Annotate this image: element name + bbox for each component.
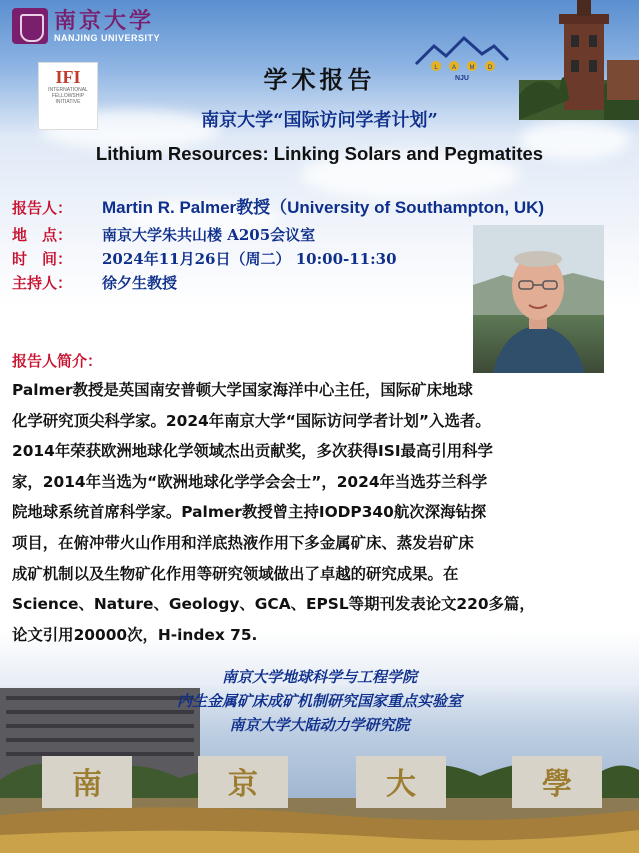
- bio-line: 项目，在俯冲带火山作用和洋底热液作用下多金属矿床、蒸发岩矿床: [12, 533, 474, 552]
- bio-line: 2014年荣获欧洲地球化学领域杰出贡献奖，多次获得ISI最高引用科学: [12, 442, 493, 461]
- english-title: Lithium Resources: Linking Solars and Pegmatites: [95, 143, 544, 164]
- ifi-text: INTERNATIONAL FELLOWSHIP INITIATIVE: [48, 87, 88, 105]
- time-label: 时 间：: [12, 250, 73, 268]
- bio-heading: 报告人简介：: [12, 352, 103, 370]
- bio-line: 院地球系统首席科学家。Palmer教授曾主持IODP340航次深海钻探: [12, 503, 487, 522]
- time-row: [12, 248, 397, 269]
- stone-char: 學: [542, 767, 572, 802]
- bio-line: 家，2014年当选为“欧洲地球化学学会会士”，2024年当选芬兰科学: [12, 472, 488, 491]
- lamd-letter: A: [451, 65, 457, 71]
- bio-line: 论文引用20000次，H-index 75.: [12, 625, 258, 644]
- subtitle: 南京大学“国际访问学者计划”: [201, 110, 438, 131]
- organizer-line: 南京大学地球科学与工程学院: [221, 668, 417, 686]
- stone-char: 京: [228, 767, 258, 802]
- speaker-photo: [473, 225, 604, 373]
- speaker-value: Martin R. Palmer教授（University of Southampton, UK): [102, 198, 545, 217]
- time-value: 2024年11月26日（周二） 10:00-11:30: [102, 250, 397, 268]
- lamd-letter: M: [469, 65, 475, 71]
- university-name-cn: 南京大学: [54, 8, 155, 34]
- lamd-letter: L: [434, 65, 438, 71]
- stone-char: 南: [72, 767, 102, 802]
- organizer-line: 南京大学大陆动力学研究院: [229, 716, 410, 734]
- page-title: 学术报告: [263, 65, 376, 94]
- location-value: 南京大学朱共山楼 A205会议室: [102, 226, 316, 244]
- bio-text: [12, 375, 632, 650]
- lamd-sub: NJU: [454, 75, 470, 82]
- location-label: 地 点：: [12, 226, 73, 244]
- location-row: [12, 224, 315, 245]
- bio-line: 成矿机制以及生物矿化作用等研究领域做出了卓越的研究成果。在: [12, 564, 459, 583]
- lamd-letter: D: [487, 65, 493, 71]
- speaker-row: [12, 193, 544, 218]
- nju-logo: [12, 8, 160, 44]
- bio-line: Palmer教授是英国南安普顿大学国家海洋中心主任，国际矿床地球: [12, 381, 473, 399]
- nju-seal-icon: [12, 8, 48, 44]
- host-value: 徐夕生教授: [102, 274, 178, 292]
- stone-char: 大: [386, 767, 416, 802]
- bio-line: Science、Nature、Geology、GCA、EPSL等期刊发表论文220多篇，: [12, 595, 535, 614]
- host-row: [12, 272, 177, 293]
- organizer-line: 内生金属矿床成矿机制研究国家重点实验室: [176, 692, 462, 710]
- host-label: 主持人：: [12, 274, 73, 292]
- speaker-label: 报告人：: [12, 199, 73, 217]
- ifi-mark: IFI: [55, 67, 81, 87]
- bio-line: 化学研究顶尖科学家。2024年南京大学“国际访问学者计划”入选者。: [12, 411, 491, 430]
- university-name-en: NANJING UNIVERSITY: [54, 33, 161, 43]
